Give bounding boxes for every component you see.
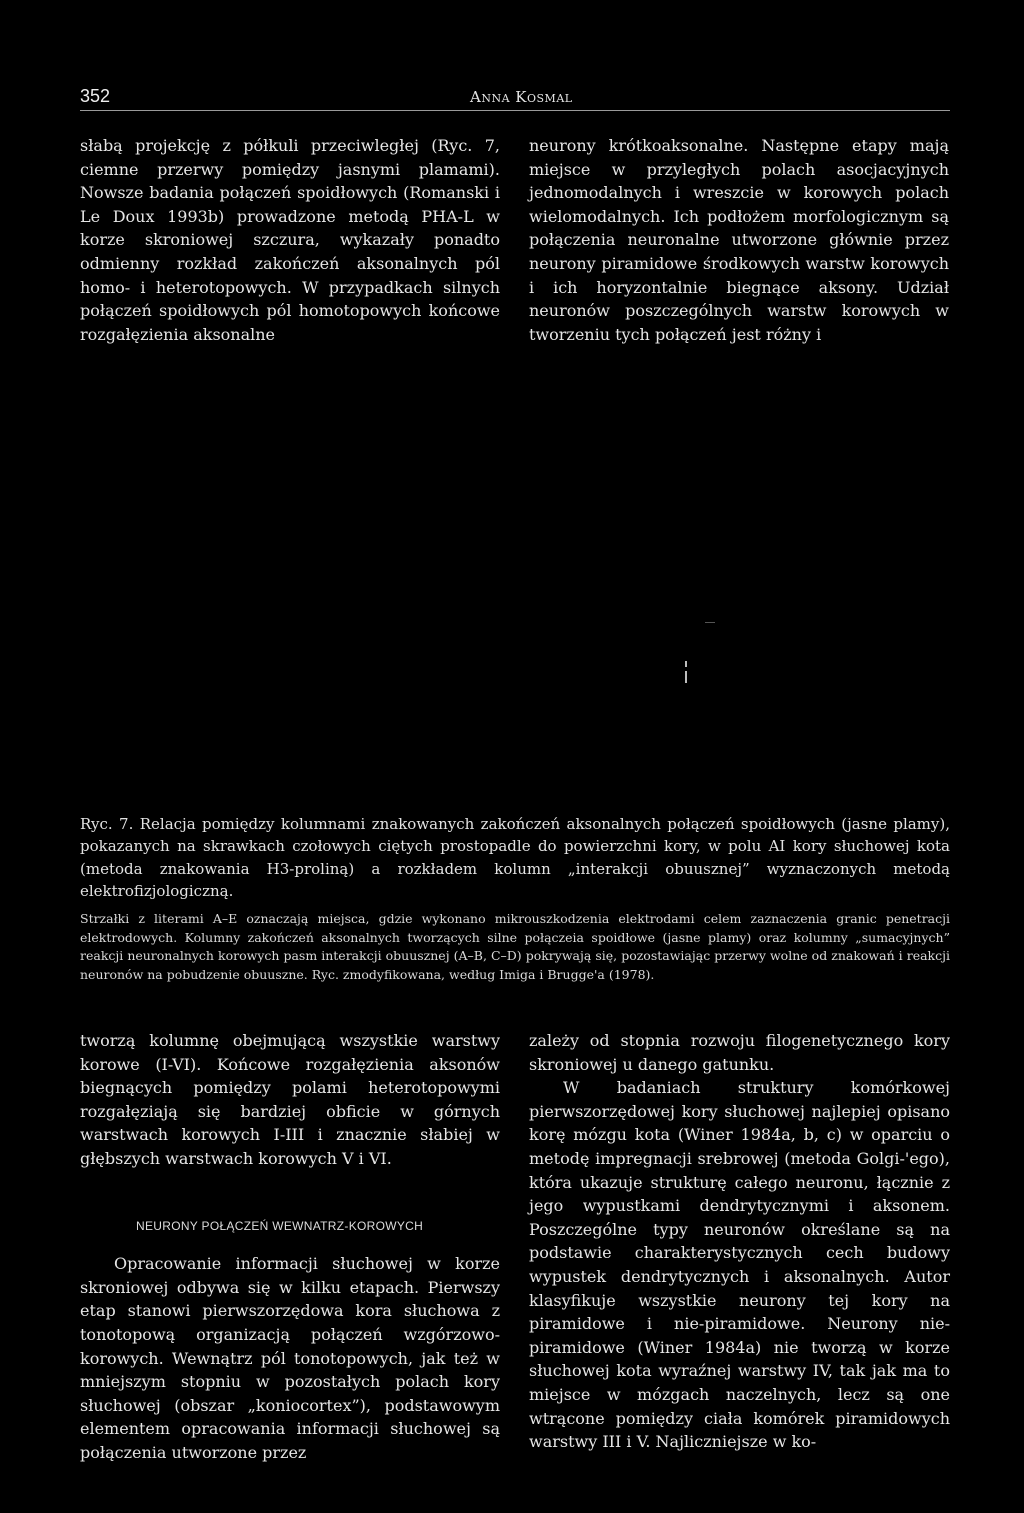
figure-caption — [80, 813, 950, 903]
figure-caption-text: Ryc. 7. Relacja pomiędzy kolumnami znakowanych zakończeń aksonalnych połączeń spoidłowych (jasne plamy), pokazanych na skrawkach czołowych ciętych prostopadle do powierzchni kory, w polu AI kory słuchowej kota (metoda znakowania H3-proliną) a rozkładem kolumn „interakcji obuusznej” wyznaczonych metodą elektrofizjologiczną. — [80, 815, 950, 901]
page-number: 352 — [80, 86, 111, 106]
figure-caption-notes — [80, 910, 950, 984]
header-rule — [80, 110, 950, 111]
top-left-column — [80, 134, 500, 346]
top-right-column — [529, 134, 949, 346]
top-left-paragraph: słabą projekcję z półkuli przeciwległej (Ryc. 7, ciemne przerwy pomiędzy jasnymi plamami). Nowsze badania połączeń spoidłowych (Romanski i Le Doux 1993b) prowadzone metodą PHA-L w korze skroniowej szczura, wykazały ponadto odmienny rozkład zakończeń aksonalnych pól homo- i heterotopowych. W przypadkach silnych połączeń spoidłowych pól homotopowych końcowe rozgałęzienia aksonalne — [80, 136, 500, 344]
figure-tick-mark — [685, 671, 687, 683]
bottom-right-paragraph-1: zależy od stopnia rozwoju filogenetycznego kory skroniowej u danego gatunku. — [529, 1031, 950, 1074]
bottom-left-paragraph-1: tworzą kolumnę obejmującą wszystkie warstwy korowe (I-VI). Końcowe rozgałęzienia aksonów biegnących pomiędzy polami heterotopowymi rozgałęziają się bardziej obficie w górnych warstwach korowych I-III i znacznie słabiej w głębszych warstwach korowych V i VI. — [80, 1031, 500, 1168]
bottom-left-paragraph-2: Opracowanie informacji słuchowej w korze skroniowej odbywa się w kilku etapach. Pierwszy etap stanowi pierwszorzędowa kora słuchowa z tonotopową organizacją połączeń wzgórzowo-korowych. Wewnątrz pól tonotopowych, jak też w mniejszym stopniu w pozostałych polach kory słuchowej (obszar „koniocortex”), podstawowym elementem opracowania informacji słuchowej są połączenia utworzone przez — [80, 1254, 500, 1462]
figure-dash-mark — [705, 622, 715, 623]
top-right-paragraph: neurony krótkoaksonalne. Następne etapy mają miejsce w przyległych polach asocjacyjnych jednomodalnych i wreszcie w korowych polach wielomodalnych. Ich podłożem morfologicznym są połączenia neuronalne utworzone głównie przez neurony piramidowe środkowych warstw korowych i ich horyzontalnie biegnące aksony. Udział neuronów poszczególnych warstw korowych w tworzeniu tych połączeń jest różny i — [529, 136, 949, 344]
figure-notes-text: Strzałki z literami A–E oznaczają miejsca, gdzie wykonano mikrouszkodzenia elektrodami celem zaznaczenia granic penetracji elektrodowych. Kolumny zakończeń aksonalnych tworzących silne połączeia spoidłowe (jasne plamy) oraz kolumny „sumacyjnych” reakcji neuronalnych korowych pasm interakcji obuusznej (A–B, C–D) pokrywają się, pozostawiając przerwy wolne od znakowań i reakcji neuronów na pobudzenie obuuszne. Ryc. zmodyfikowana, według Imiga i Brugge'a (1978). — [80, 911, 950, 982]
bottom-left-column — [80, 1029, 500, 1465]
section-heading: NEURONY POŁĄCZEŃ WEWNATRZ-KOROWYCH — [136, 1218, 424, 1233]
running-head-author: Anna Kosmal — [470, 88, 573, 106]
figure-tick-mark — [685, 661, 687, 667]
bottom-right-column — [529, 1029, 950, 1454]
figure-image — [80, 365, 950, 795]
bottom-right-paragraph-2: W badaniach struktury komórkowej pierwszorzędowej kory słuchowej najlepiej opisano korę mózgu kota (Winer 1984a, b, c) w oparciu o metodę impregnacji srebrowej (metoda Golgi-'ego), która ukazuje strukturę całego neuronu, łącznie z jego wypustkami dendrytycznymi i aksonem. Poszczególne typy neuronów określane są na podstawie charakterystycznych cech budowy wypustek dendrytycznych i aksonalnych. Autor klasyfikuje wszystkie neurony tej kory na piramidowe i nie-piramidowe. Neurony nie-piramidowe (Winer 1984a) nie tworzą w korze słuchowej kota wyraźnej warstwy IV, tak jak ma to miejsce w mózgach naczelnych, lecz są one wtrącone pomiędzy ciała komórek piramidowych warstwy III i V. Najliczniejsze w ko- — [529, 1078, 950, 1452]
running-header — [80, 86, 950, 108]
